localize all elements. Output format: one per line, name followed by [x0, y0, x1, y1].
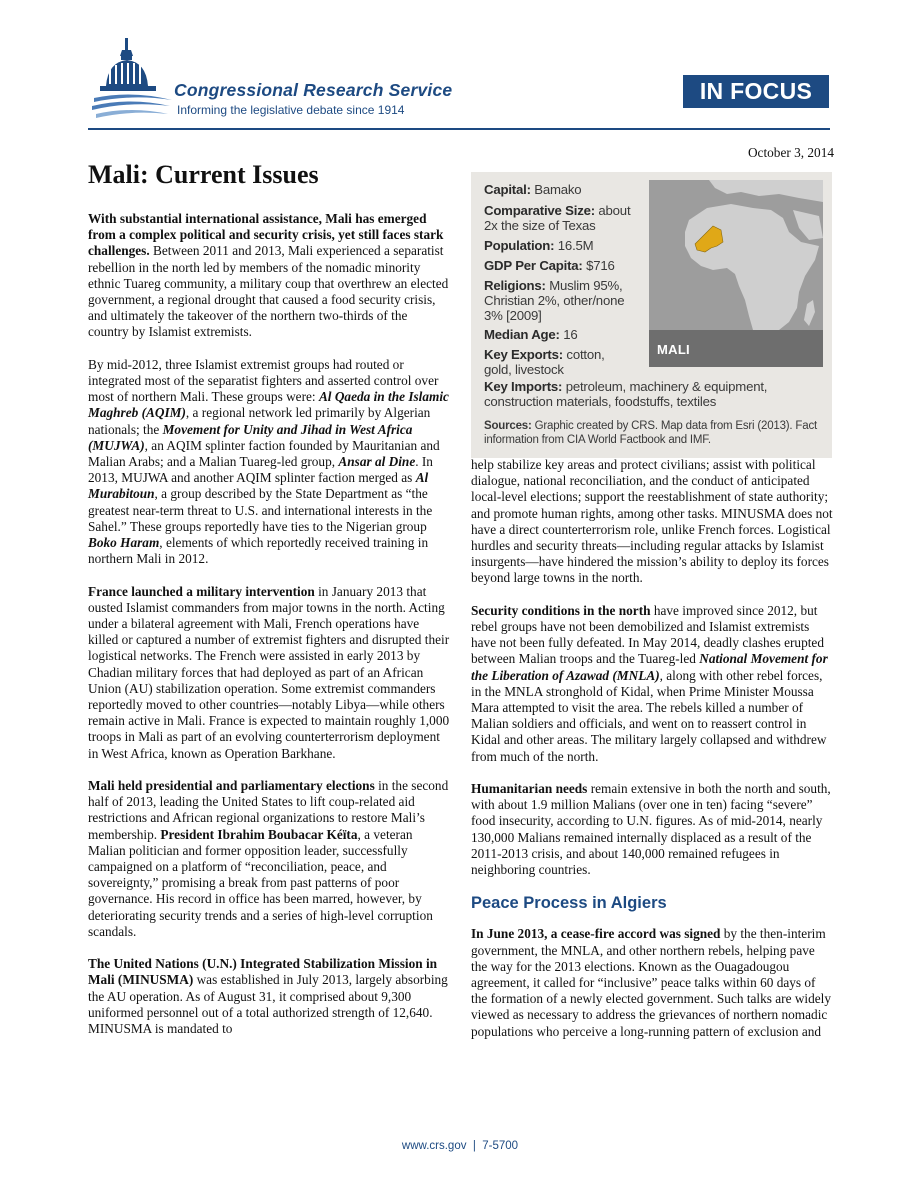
facts-sources: Sources: Graphic created by CRS. Map data from Esri (2013). Fact information from CIA World Factbook and IMF.: [484, 420, 817, 446]
group-boko-haram: Boko Haram: [88, 535, 160, 551]
group-mujwa: Movement for Unity and Jihad in West Africa (MUJWA): [88, 421, 413, 453]
header-divider: [88, 128, 830, 130]
fact-population: Population: 16.5M: [484, 238, 594, 253]
capitol-dome-icon: [92, 36, 174, 122]
fact-capital: Capital: Bamako: [484, 182, 582, 197]
paragraph-extremist-groups: By mid-2012, three Islamist extremist groups had routed or integrated most of the separatist fighters and asserted control over most of northern Mali. These groups were: Al Qaeda in the Islamic Maghreb (AQIM), a regional network led primarily by Algerian nationals; the Movement for Unity and Jihad in West Africa (MUJWA), an AQIM splinter faction founded by Mauritanian and Malian Arabs; and a Malian Tuareg-led group, Ansar al Dine. In 2013, MUJWA and another AQIM splinter faction merged as Al Murabitoun, a group described by the State Department as “the greatest near-term threat to U.S. and international interests in the Sahel.” These groups reportedly have ties to the Nigerian group Boko Haram, elements of which reportedly received training in northern Mali in 2012.: [88, 356, 449, 567]
paragraph-france-intervention: France launched a military intervention in January 2013 that ousted Islamist commanders from major towns in the north. Acting under a bilateral agreement with Mali, French operations have killed or captured a number of extremist fighters and disrupted their logistical networks. The French were assisted in early 2013 by Chadian military forces that had deployed as part of an African Union (AU) stabilization operation. Some extremist commanders reportedly moved to other countries—notably Libya—while others remain active in Mali. France is expected to maintain roughly 1,000 troops in Mali as part of an evolving counterterrorism deployment in West Africa, known as Operation Barkhane.: [88, 583, 450, 761]
publication-date: October 3, 2014: [747, 145, 834, 160]
africa-map-graphic: [649, 180, 823, 367]
paragraph-humanitarian: Humanitarian needs remain extensive in both the north and south, with about 1.9 million Malians (over one in ten) facing “severe” food insecurity, according to U.N. figures. As of mid-2014, nearly 130,000 Malians remained internally displaced as a result of the 2011-2013 crisis, and about 140,000 remained refugees in neighboring countries.: [471, 781, 831, 878]
page-title: Mali: Current Issues: [88, 160, 319, 189]
footer-report-number: 7-5700: [482, 1140, 519, 1152]
fact-key-imports: Key Imports: petroleum, machinery & equipment, construction materials, foodstuffs, textiles: [484, 379, 768, 409]
paragraph-ceasefire: In June 2013, a cease-fire accord was signed by the then-interim government, the MNLA, and other northern rebels, helping pave the way for the 2013 elections. Known as the Ouagadougou agreement, it called for “inclusive” peace talks within 60 days of the formation of a newly elected government. Such talks are widely viewed as necessary to address the grievances of northern nomadic populations who perceive a long-running pattern of exclusion and: [471, 926, 832, 1039]
paragraph-security-conditions: Security conditions in the north have improved since 2012, but rebel groups have not been demobilized and Islamist extremists have not been fully defeated. In May 2014, deadly clashes erupted between Malian troops and the Tuareg-led National Movement for the Liberation of Azawad (MNLA), along with other rebel forces, in the MNLA stronghold of Kidal, when Prime Minister Moussa Mara attempted to visit the area. The rebels killed a number of Malian soldiers and officials, and went on to reassert control in Kidal and other areas. The military largely collapsed and withdrew from much of the north.: [471, 602, 828, 764]
group-aqim: Al Qaeda in the Islamic Maghreb (AQIM): [88, 389, 449, 421]
org-tagline: Informing the legislative debate since 1914: [177, 103, 405, 117]
paragraph-minusma-continued: help stabilize key areas and protect civilians; assist with political dialogue, national reconciliation, and the conduct of anticipated local-level elections; support the reestablishment of state authority; and promote human rights, among other tasks. MINUSMA does not have a direct counterterrorism role, unlike French forces. Logistical hurdles and security threats—including regular attacks by Islamist insurgents—have hindered the mission’s ability to deploy its forces beyond large towns in the north.: [471, 457, 833, 586]
group-mnla: National Movement for the Liberation of Azawad (MNLA): [471, 651, 828, 683]
footer-website: www.crs.gov: [401, 1140, 467, 1152]
footer-separator: |: [472, 1140, 476, 1152]
fact-comparative-size: Comparative Size: about 2x the size of Texas: [484, 203, 631, 233]
paragraph-elections: Mali held presidential and parliamentary elections in the second half of 2013, leading the United States to lift coup-related aid restrictions and African regional organizations to restore Mali’s membership. President Ibrahim Boubacar Kéïta, a veteran Malian politician and former opposition leader, successfully campaigned on a platform of “reconciliation, peace, and sovereignty,” promising a break from past patterns of poor governance. His record in office has been marred, however, by deteriorating security trends and a series of high-level corruption scandals.: [88, 778, 449, 939]
country-facts-box: [471, 172, 832, 458]
africa-map: [649, 180, 823, 367]
group-al-murabitoun: Al Murabitoun: [88, 470, 429, 502]
paragraph-intro: With substantial international assistance, Mali has emerged from a complex political and security crisis, yet still faces stark challenges. Between 2011 and 2013, Mali experienced a separatist rebellion in the north led by members of the nomadic minority ethnic Tuareg community, a military coup that overthrew an elected government, a regional drought that caused a food security crisis, and ultimately the takeover of the northern two-thirds of the country by Islamist extremists.: [88, 211, 449, 340]
map-country-label: MALI: [657, 342, 690, 357]
fact-key-exports: Key Exports: cotton, gold, livestock: [484, 347, 605, 377]
right-column: [471, 457, 833, 1056]
fact-median-age: Median Age: 16: [484, 327, 578, 342]
left-column: [88, 211, 450, 1053]
group-ansar-al-dine: Ansar al Dine: [338, 454, 416, 470]
page-footer: [0, 1140, 920, 1152]
org-name: Congressional Research Service: [174, 80, 453, 100]
fact-gdp-per-capita: GDP Per Capita: $716: [484, 258, 615, 273]
fact-religions: Religions: Muslim 95%, Christian 2%, other/none 3% [2009]: [484, 278, 625, 323]
paragraph-minusma: The United Nations (U.N.) Integrated Stabilization Mission in Mali (MINUSMA) was established in July 2013, largely absorbing the AU operation. As of August 31, it comprised about 9,300 uniformed personnel out of a total authorized strength of 12,640. MINUSMA is mandated to: [88, 956, 448, 1037]
in-focus-badge: IN FOCUS: [683, 75, 829, 108]
section-heading-peace-process: Peace Process in Algiers: [471, 894, 667, 913]
